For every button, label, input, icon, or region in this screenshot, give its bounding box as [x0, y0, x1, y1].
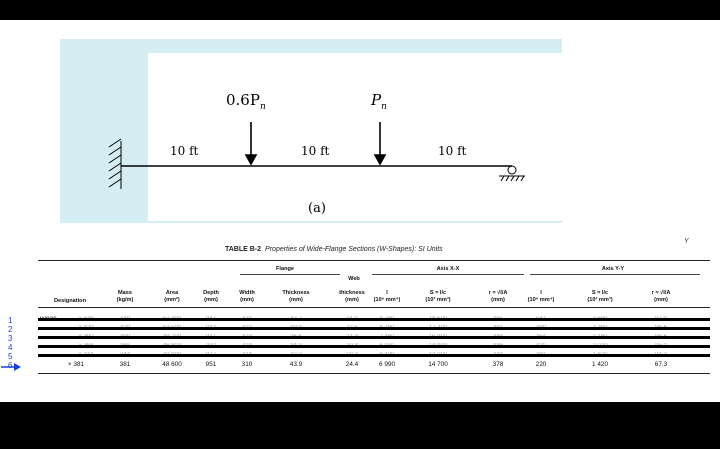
group-header-flange: Flange	[275, 266, 295, 272]
row-number: 1	[8, 316, 13, 325]
axis-y-underline	[530, 274, 700, 275]
table-cell: 310	[241, 361, 253, 368]
table-cell: 14 700	[428, 361, 448, 368]
table-cell: 1 420	[592, 361, 608, 368]
header-bottom-rule	[38, 307, 710, 308]
pin-support-icon	[499, 166, 525, 181]
row-number: 3	[8, 334, 13, 343]
flange-underline	[240, 274, 340, 275]
table-top-rule	[38, 260, 710, 261]
load-label-1: $0.6P_n$	[226, 91, 266, 112]
table-title: TABLE B-2 Properties of Wide-Flange Sections (W-Shapes): SI Units	[225, 246, 443, 253]
strikethrough-line	[38, 318, 710, 321]
group-header-axis-x: Axis X-X	[436, 266, 460, 272]
table-cell: 24.4	[345, 361, 359, 368]
table-cell: × 381	[67, 361, 85, 368]
group-header-axis-y: Axis Y-Y	[601, 266, 625, 272]
strikethrough-line	[38, 354, 710, 357]
beam-figure	[60, 39, 562, 223]
span-label-3: 10 ft	[438, 144, 467, 158]
row-number: 6	[8, 361, 13, 370]
row-number: 4	[8, 343, 13, 352]
group-header-web: Web	[348, 276, 360, 282]
row-number: 5	[8, 352, 13, 361]
column-header: r = √I/A (mm)	[488, 290, 508, 303]
table-cell: 951	[205, 361, 217, 368]
table-cell: 48 600	[162, 361, 182, 368]
arrow-icon	[0, 360, 22, 378]
strikethrough-line	[38, 336, 710, 339]
column-header: thickness (mm)	[339, 290, 365, 303]
column-header: I (10⁶ mm⁴)	[373, 290, 401, 303]
strikethrough-line	[38, 345, 710, 348]
column-header: S = I/c (10³ mm³)	[425, 290, 451, 303]
table-cell: 381	[119, 361, 131, 368]
column-header: I (10⁶ mm⁴)	[527, 290, 555, 303]
load-label-2: $P_n$	[371, 91, 387, 112]
column-header: S = I/c (10³ mm³)	[587, 290, 613, 303]
axis-x-underline	[372, 274, 524, 275]
column-header: Designation	[53, 298, 86, 304]
column-header: Width (mm)	[239, 290, 255, 303]
figure-caption: (a)	[308, 201, 326, 216]
table-bottom-rule	[38, 373, 710, 374]
table-cell: 67.3	[654, 361, 668, 368]
fixed-support-icon	[109, 139, 121, 189]
column-header: Mass (kg/m)	[116, 290, 134, 303]
column-header: Thickness (mm)	[282, 290, 310, 303]
row-number: 2	[8, 325, 13, 334]
column-header: r = √I/A (mm)	[651, 290, 671, 303]
column-header: Depth (mm)	[203, 290, 219, 303]
content-area	[0, 20, 720, 402]
axis-note: Y	[684, 238, 689, 245]
strikethrough-line	[38, 327, 710, 330]
column-header: Area (mm²)	[164, 290, 180, 303]
table-cell: 43.9	[289, 361, 303, 368]
table-cell: 6 990	[379, 361, 395, 368]
beam-diagram	[60, 39, 562, 223]
span-label-2: 10 ft	[301, 144, 330, 158]
span-label-1: 10 ft	[170, 144, 199, 158]
table-cell: 220	[535, 361, 547, 368]
table-cell: 378	[492, 361, 504, 368]
